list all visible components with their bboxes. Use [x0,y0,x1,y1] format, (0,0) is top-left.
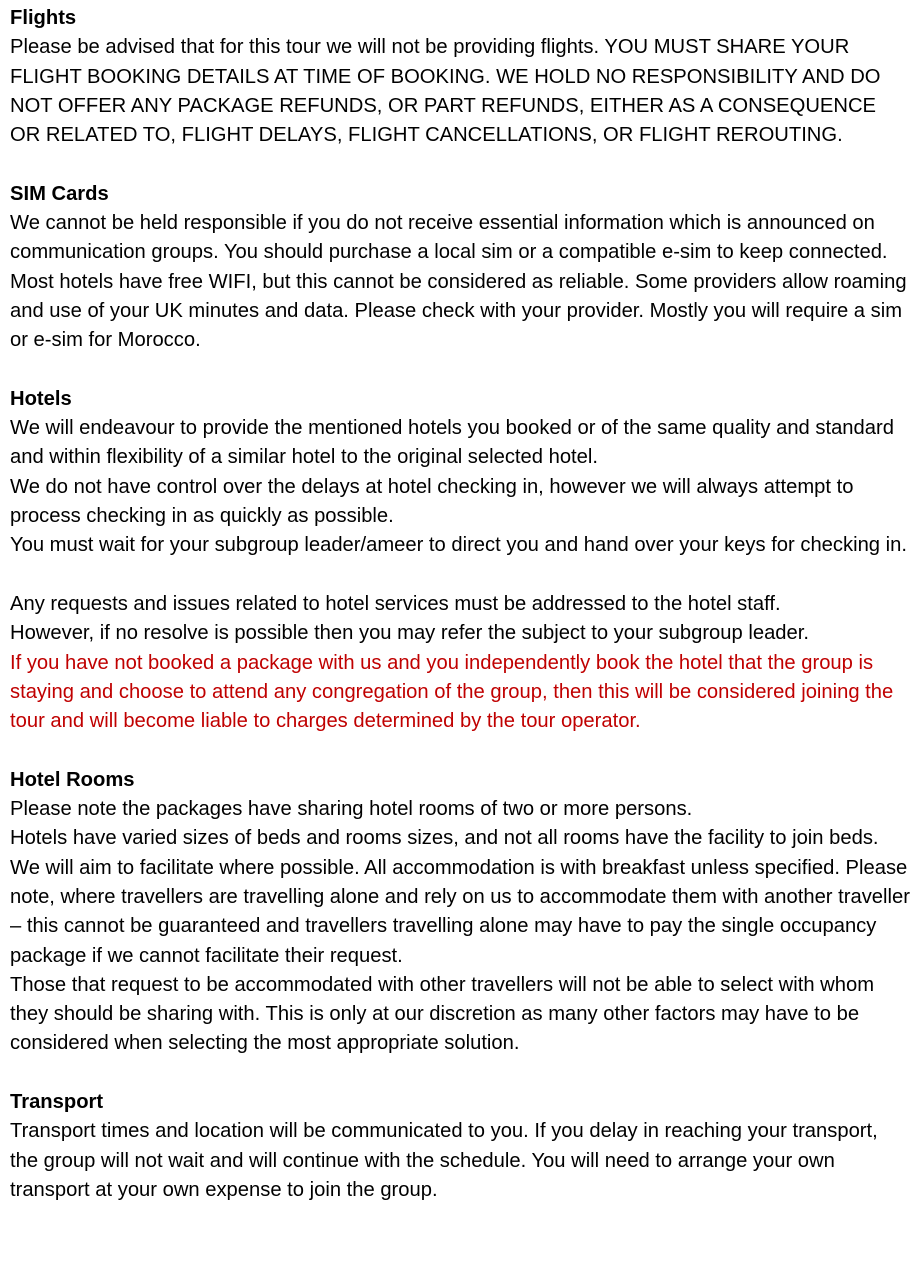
hotels-paragraph: We will endeavour to provide the mentioned hotels you booked or of the same quality and standard and within flexibility of a similar hotel to the original selected hotel. [10,417,894,469]
hotel-rooms-paragraph: Please note the packages have sharing hotel rooms of two or more persons. [10,798,693,821]
sim-cards-text: We cannot be held responsible if you do not receive essential information which is announced on communication groups. You should purchase a local sim or a compatible e-sim to keep connected. Most hotels have free WIFI, but this cannot be considered as reliable. Some providers allow roaming and use of your UK minutes and data. Please check with your provider. Mostly you will require a sim or e-sim for Morocco. [10,212,907,352]
hotels-warning-text: If you have not booked a package with us and you independently book the hotel that the group is staying and choose to attend any congregation of the group, then this will be considered joining the tour and will become liable to charges determined by the tour operator. [10,651,894,733]
hotel-rooms-section [10,766,910,1059]
transport-section [10,1088,910,1205]
transport-heading: Transport [10,1090,104,1113]
terms-document [10,4,910,1205]
transport-text: Transport times and location will be communicated to you. If you delay in reaching your transport, the group will not wait and will continue with the schedule. You will need to arrange your own transport at your own expense to join the group. [10,1120,878,1201]
hotel-rooms-paragraph: Those that request to be accommodated with other travellers will not be able to select with whom they should be sharing with. This is only at our discretion as many other factors may have to be considered when selecting the most appropriate solution. [10,973,875,1055]
hotels-paragraph: We do not have control over the delays at hotel checking in, however we will always attempt to process checking in as quickly as possible. [10,475,854,528]
flights-text: Please be advised that for this tour we will not be providing flights. YOU MUST SHARE YOUR FLIGHT BOOKING DETAILS AT TIME OF BOOKING. WE HOLD NO RESPONSIBILITY AND DO NOT OFFER ANY PACKAGE REFUNDS, OR PART REFUNDS, EITHER AS A CONSEQUENCE OR RELATED TO, FLIGHT DELAYS, FLIGHT CANCELLATIONS, OR FLIGHT REROUTING. [10,36,881,147]
hotels-heading: Hotels [10,387,72,410]
flights-heading: Flights [10,7,77,29]
hotels-requests-paragraph: Any requests and issues related to hotel services must be addressed to the hotel staff. [10,592,781,615]
sim-cards-section [10,180,910,356]
flights-section [10,4,910,150]
hotel-rooms-paragraph: Hotels have varied sizes of beds and rooms sizes, and not all rooms have the facility to join beds. We will aim to facilitate where possible. All accommodation is with breakfast unless specified. Please note, where travellers are travelling alone and rely on us to accommodate them with another traveller – this cannot be guaranteed and travellers travelling alone may have to pay the single occupancy package if we cannot facilitate their request. [10,827,910,967]
paragraph-spacer [10,561,910,590]
hotels-section [10,385,910,737]
hotel-rooms-heading: Hotel Rooms [10,768,135,791]
hotels-requests-paragraph: However, if no resolve is possible then you may refer the subject to your subgroup leader. [10,622,809,645]
sim-cards-heading: SIM Cards [10,182,109,205]
hotels-paragraph: You must wait for your subgroup leader/ameer to direct you and hand over your keys for checking in. [10,534,907,557]
